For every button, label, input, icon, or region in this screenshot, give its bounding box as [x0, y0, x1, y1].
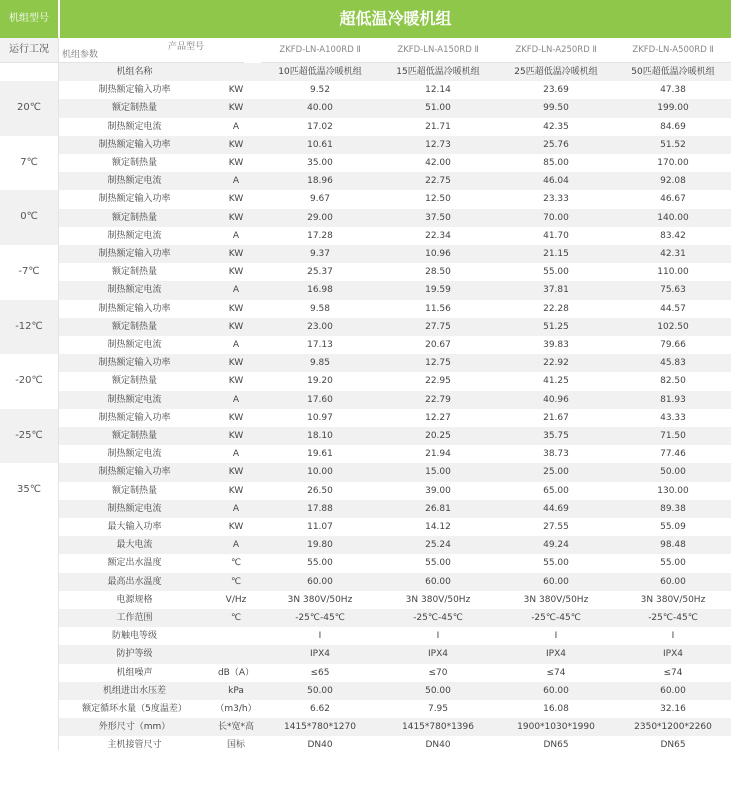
model-header-4: ZKFD-LN-A500RD Ⅱ [615, 38, 731, 63]
param-name: 制热额定电流 [107, 121, 162, 132]
param-unit: A [232, 230, 240, 241]
param-unit: kPa [228, 685, 244, 696]
model-4-value: 199.00 [657, 103, 689, 114]
model-4-value: 79.66 [660, 340, 686, 350]
param-unit: V/Hz [225, 594, 247, 605]
model-1-value: IPX4 [310, 649, 330, 660]
model-4-value: 82.50 [660, 376, 686, 387]
table-row [58, 118, 731, 136]
condition-cell: -12℃ [0, 300, 58, 355]
param-unit: A [232, 340, 240, 350]
model-2-value: Ⅰ [436, 631, 440, 642]
param-name: 最大电流 [116, 540, 153, 551]
param-unit: KW [228, 431, 244, 441]
param-unit: ℃ [230, 613, 242, 623]
table-row [58, 463, 731, 481]
param-unit: （m3/h） [215, 704, 257, 714]
model-3-value: 22.28 [543, 303, 569, 314]
model-1-value: 10.97 [307, 412, 333, 423]
model-1-value: 19.20 [307, 376, 333, 387]
param-name: 额定制热量 [111, 158, 157, 168]
model-3-value: 65.00 [543, 485, 569, 496]
param-name: 额定制热量 [111, 212, 157, 223]
model-4-value: 77.46 [660, 449, 686, 460]
param-name: 防护等级 [116, 649, 153, 660]
model-3-value: 60.00 [543, 685, 569, 696]
condition-cell: 7℃ [0, 136, 58, 191]
model-4-value: IPX4 [663, 649, 683, 660]
model-1-value: 1415*780*1270 [284, 722, 356, 733]
model-2-value: 10.96 [425, 249, 451, 259]
model-1-value: 18.10 [307, 431, 333, 441]
model-4-value: 42.31 [660, 249, 686, 259]
model-4-value: 55.00 [660, 558, 686, 569]
model-1-value: -25℃-45℃ [295, 613, 345, 623]
model-2-value: 21.94 [425, 449, 451, 460]
model-3-value: 42.35 [543, 121, 569, 132]
table-row [58, 227, 731, 245]
model-4-value: 55.09 [660, 522, 686, 532]
model-2-value: 50.00 [425, 685, 451, 696]
param-unit: A [232, 449, 240, 460]
param-unit: A [232, 540, 240, 551]
model-4-value: 98.48 [660, 540, 686, 551]
model-4-value: 47.38 [660, 85, 686, 96]
model-4-value: DN65 [660, 740, 686, 751]
model-1-value: 19.61 [307, 449, 333, 460]
table-row [58, 445, 731, 463]
param-name: 额定制热量 [111, 267, 157, 278]
model-3-value: 41.25 [543, 376, 569, 387]
model-1-value: 50.00 [307, 685, 333, 696]
param-unit: KW [228, 376, 244, 387]
param-unit: dB（A） [217, 667, 255, 678]
model-1-value: 9.37 [309, 249, 331, 259]
condition-cell-empty [0, 518, 58, 755]
model-2-value: 21.71 [425, 121, 451, 132]
model-4-value: 3N 380V/50Hz [640, 594, 706, 605]
model-1-value: 26.50 [307, 485, 333, 496]
table-row [58, 718, 731, 736]
table-row [58, 554, 731, 572]
table-row [58, 573, 731, 591]
model-2-value: 12.50 [425, 194, 451, 205]
param-name: 额定制热量 [111, 376, 157, 387]
product-model-label: 产品型号 [167, 42, 204, 52]
model-3-value: 37.81 [543, 285, 569, 296]
model-1-value: 17.02 [307, 121, 333, 132]
model-1-value: 11.07 [307, 522, 333, 532]
model-3-value: 16.08 [543, 704, 569, 714]
param-name: 额定制热量 [111, 431, 157, 441]
model-3-value: 41.70 [543, 230, 569, 241]
model-3-value: 25.76 [543, 139, 569, 150]
param-unit: KW [228, 212, 244, 223]
param-name: 制热额定电流 [107, 230, 162, 241]
model-4-value: 44.57 [660, 303, 686, 314]
table-row [58, 190, 731, 208]
table-row [58, 427, 731, 445]
model-4-value: 110.00 [657, 267, 689, 278]
model-1-value: 55.00 [307, 558, 333, 569]
table-row [58, 409, 731, 427]
param-name: 最高出水温度 [107, 576, 162, 587]
model-2-value: 20.25 [425, 431, 451, 441]
table-row [58, 209, 731, 227]
param-unit: KW [228, 158, 244, 168]
model-1-value: 9.58 [309, 303, 331, 314]
model-2-value: 39.00 [425, 485, 451, 496]
model-1-value: 60.00 [307, 576, 333, 587]
param-name: 制热额定输入功率 [98, 358, 171, 369]
param-header-cell [58, 38, 244, 63]
condition-cell-empty [0, 63, 58, 81]
model-1-value: 17.60 [307, 394, 333, 405]
param-name: 机组进出水压差 [102, 685, 166, 696]
param-unit: 国标 [226, 740, 245, 751]
model-3-value: 39.83 [543, 340, 569, 350]
model-2-value: 22.95 [425, 376, 451, 387]
table-row [58, 682, 731, 700]
param-name: 额定制热量 [111, 103, 157, 114]
model-1-value: 10.00 [307, 467, 333, 478]
model-2-value: 1415*780*1396 [402, 722, 474, 733]
param-unit: KW [228, 522, 244, 532]
model-3-value: 22.92 [543, 358, 569, 369]
model-2-value: 12.75 [425, 358, 451, 369]
model-4-value: 46.67 [660, 194, 686, 205]
param-name: 额定制热量 [111, 485, 157, 496]
table-row [58, 500, 731, 518]
param-name: 制热额定电流 [107, 176, 162, 187]
model-1-value: 17.28 [307, 230, 333, 241]
model-2-value: 28.50 [425, 267, 451, 278]
model-2-value: 12.73 [425, 139, 451, 150]
param-name: 工作范围 [116, 613, 153, 623]
model-1-value: 19.80 [307, 540, 333, 551]
model-2-value: 15.00 [425, 467, 451, 478]
model-1-value: 3N 380V/50Hz [287, 594, 353, 605]
model-2-value: DN40 [425, 740, 451, 751]
model-3-value: DN65 [543, 740, 569, 751]
model-2-value: 42.00 [425, 158, 451, 168]
param-name: 制热额定电流 [107, 449, 162, 460]
model-2-value: 20.67 [425, 340, 451, 350]
model-header-3: ZKFD-LN-A250RD Ⅱ [497, 38, 615, 63]
model-1-value: DN40 [307, 740, 333, 751]
model-2-value: IPX4 [428, 649, 448, 660]
model-4-value: 50.00 [660, 467, 686, 478]
model-4-value: 102.50 [657, 321, 689, 332]
param-name: 额定循环水量（5度温差） [82, 704, 187, 714]
param-unit: KW [228, 194, 244, 205]
param-name: 制热额定输入功率 [98, 303, 171, 314]
model-4-value: 170.00 [657, 158, 689, 168]
model-2-value: 22.75 [425, 176, 451, 187]
param-name: 制热额定输入功率 [98, 412, 171, 423]
model-4-value: 50匹超低温冷暖机组 [631, 67, 715, 77]
table-row [58, 336, 731, 354]
condition-cell: -25℃ [0, 409, 58, 464]
model-3-value: ≤74 [546, 667, 566, 678]
table-title: 超低温冷暖机组 [60, 0, 731, 38]
param-unit: 长*宽*高 [217, 722, 254, 733]
model-3-value: 23.69 [543, 85, 569, 96]
model-3-value: 44.69 [543, 503, 569, 514]
param-name: 制热额定输入功率 [98, 139, 171, 150]
condition-cell: -7℃ [0, 245, 58, 300]
param-unit: KW [228, 249, 244, 259]
model-header-2: ZKFD-LN-A150RD Ⅱ [379, 38, 497, 63]
param-unit: KW [228, 267, 244, 278]
model-4-value: 75.63 [660, 285, 686, 296]
model-2-value: 14.12 [425, 522, 451, 532]
table-row [58, 627, 731, 645]
column-divider [58, 38, 59, 750]
model-1-value: 6.62 [309, 704, 331, 714]
model-2-value: 27.75 [425, 321, 451, 332]
model-4-value: 89.38 [660, 503, 686, 514]
param-name: 主机接管尺寸 [107, 740, 162, 751]
model-1-value: ≤65 [310, 667, 330, 678]
model-1-value: 40.00 [307, 103, 333, 114]
model-4-value: Ⅰ [671, 631, 675, 642]
condition-cell: 0℃ [0, 190, 58, 245]
model-4-value: 60.00 [660, 576, 686, 587]
model-3-value: 46.04 [543, 176, 569, 187]
param-name: 制热额定输入功率 [98, 467, 171, 478]
model-3-value: 51.25 [543, 321, 569, 332]
table-row [58, 318, 731, 336]
param-name: 制热额定电流 [107, 394, 162, 405]
param-unit: A [232, 176, 240, 187]
model-3-value: 21.67 [543, 412, 569, 423]
table-row [58, 591, 731, 609]
param-name: 电源规格 [116, 594, 153, 605]
param-unit: KW [228, 85, 244, 96]
model-3-value: 25.00 [543, 467, 569, 478]
model-1-value: 10匹超低温冷暖机组 [278, 67, 362, 77]
table-row [58, 518, 731, 536]
model-2-value: 60.00 [425, 576, 451, 587]
model-2-value: 15匹超低温冷暖机组 [396, 67, 480, 77]
param-unit: ℃ [230, 576, 242, 587]
table-row [58, 700, 731, 718]
param-unit: A [232, 394, 240, 405]
model-3-value: 70.00 [543, 212, 569, 223]
model-2-value: 12.27 [425, 412, 451, 423]
param-unit: KW [228, 467, 244, 478]
param-name: 额定出水温度 [107, 558, 162, 569]
param-unit: A [232, 121, 240, 132]
model-4-value: 71.50 [660, 431, 686, 441]
model-2-value: 11.56 [425, 303, 451, 314]
model-4-value: 43.33 [660, 412, 686, 423]
model-3-value: 38.73 [543, 449, 569, 460]
model-1-value: 17.13 [307, 340, 333, 350]
model-4-value: 81.93 [660, 394, 686, 405]
param-unit: KW [228, 139, 244, 150]
model-2-value: 37.50 [425, 212, 451, 223]
param-unit: KW [228, 303, 244, 314]
param-unit: KW [228, 412, 244, 423]
model-1-value: 16.98 [307, 285, 333, 296]
model-1-value: 35.00 [307, 158, 333, 168]
param-name: 制热额定电流 [107, 285, 162, 296]
model-4-value: 51.52 [660, 139, 686, 150]
model-4-value: 32.16 [660, 704, 686, 714]
model-3-value: 35.75 [543, 431, 569, 441]
model-3-value: 49.24 [543, 540, 569, 551]
model-1-value: 9.67 [309, 194, 331, 205]
table-row [58, 99, 731, 117]
model-3-value: 27.55 [543, 522, 569, 532]
model-1-value: 23.00 [307, 321, 333, 332]
model-2-value: 26.81 [425, 503, 451, 514]
param-name: 机组名称 [116, 67, 153, 77]
column-header-row [0, 38, 731, 63]
model-4-value: 83.42 [660, 230, 686, 241]
model-2-value: ≤70 [428, 667, 448, 678]
condition-cell: -20℃ [0, 354, 58, 409]
table-row [58, 482, 731, 500]
model-2-value: 22.34 [425, 230, 451, 241]
model-4-value: 130.00 [657, 485, 689, 496]
model-3-value: 55.00 [543, 558, 569, 569]
param-name: 制热额定输入功率 [98, 249, 171, 259]
param-unit: KW [228, 485, 244, 496]
table-row [58, 300, 731, 318]
table-row [58, 172, 731, 190]
table-row [58, 136, 731, 154]
param-unit: KW [228, 103, 244, 114]
model-3-value: 85.00 [543, 158, 569, 168]
model-3-value: Ⅰ [554, 631, 558, 642]
model-2-value: 19.59 [425, 285, 451, 296]
model-4-value: 92.08 [660, 176, 686, 187]
param-name: 制热额定输入功率 [98, 194, 171, 205]
model-3-value: IPX4 [546, 649, 566, 660]
model-3-value: 40.96 [543, 394, 569, 405]
model-2-value: 25.24 [425, 540, 451, 551]
model-3-value: 25匹超低温冷暖机组 [514, 67, 598, 77]
model-2-value: 3N 380V/50Hz [405, 594, 471, 605]
param-name: 制热额定输入功率 [98, 85, 171, 96]
model-1-value: 25.37 [307, 267, 333, 278]
model-1-value: 9.52 [309, 85, 331, 96]
model-4-value: 2350*1200*2260 [634, 722, 712, 733]
table-row [58, 536, 731, 554]
model-3-value: 21.15 [543, 249, 569, 259]
model-1-value: Ⅰ [318, 631, 322, 642]
table-row [58, 736, 731, 754]
param-name: 制热额定电流 [107, 340, 162, 350]
model-4-value: 45.83 [660, 358, 686, 369]
model-3-value: 3N 380V/50Hz [523, 594, 589, 605]
model-2-value: 7.95 [427, 704, 449, 714]
table-row [58, 391, 731, 409]
table-row [58, 354, 731, 372]
model-2-value: 51.00 [425, 103, 451, 114]
model-3-value: 99.50 [543, 103, 569, 114]
table-row [58, 81, 731, 99]
condition-cell: 20℃ [0, 81, 58, 136]
param-unit: KW [228, 358, 244, 369]
model-2-value: 12.14 [425, 85, 451, 96]
model-1-value: 9.85 [309, 358, 331, 369]
table-row [58, 372, 731, 390]
model-3-value: 23.33 [543, 194, 569, 205]
model-4-value: ≤74 [663, 667, 683, 678]
param-unit: KW [228, 321, 244, 332]
model-1-value: 17.88 [307, 503, 333, 514]
model-header-1: ZKFD-LN-A100RD Ⅱ [261, 38, 379, 63]
table-header [0, 0, 731, 38]
model-4-value: 84.69 [660, 121, 686, 132]
model-3-value: 60.00 [543, 576, 569, 587]
table-row [58, 245, 731, 263]
table-row [58, 263, 731, 281]
table-row [58, 609, 731, 627]
model-1-value: 10.61 [307, 139, 333, 150]
model-4-value: 140.00 [657, 212, 689, 223]
model-4-value: 60.00 [660, 685, 686, 696]
table-row [58, 281, 731, 299]
param-name: 最大输入功率 [107, 522, 162, 532]
table-row [58, 63, 731, 81]
model-3-value: 1900*1030*1990 [517, 722, 595, 733]
model-3-value: -25℃-45℃ [531, 613, 581, 623]
model-2-value: 55.00 [425, 558, 451, 569]
param-name: 外形尺寸（mm） [98, 722, 171, 733]
param-unit: A [232, 285, 240, 296]
param-name: 额定制热量 [111, 321, 157, 332]
unit-model-label: 机组型号 [0, 0, 58, 38]
param-unit: ℃ [230, 558, 242, 569]
param-name: 机组噪声 [116, 667, 153, 678]
model-1-value: 18.96 [307, 176, 333, 187]
param-name: 防触电等级 [111, 631, 157, 642]
model-4-value: -25℃-45℃ [648, 613, 698, 623]
param-unit: A [232, 503, 240, 514]
run-condition-header: 运行工况 [0, 38, 58, 63]
table-row [58, 154, 731, 172]
param-name: 制热额定电流 [107, 503, 162, 514]
model-2-value: 22.79 [425, 394, 451, 405]
model-3-value: 55.00 [543, 267, 569, 278]
unit-params-label: 机组参数 [62, 50, 99, 60]
table-row [58, 664, 731, 682]
condition-cell: 35℃ [0, 463, 58, 518]
model-1-value: 29.00 [307, 212, 333, 223]
table-row [58, 645, 731, 663]
model-2-value: -25℃-45℃ [413, 613, 463, 623]
